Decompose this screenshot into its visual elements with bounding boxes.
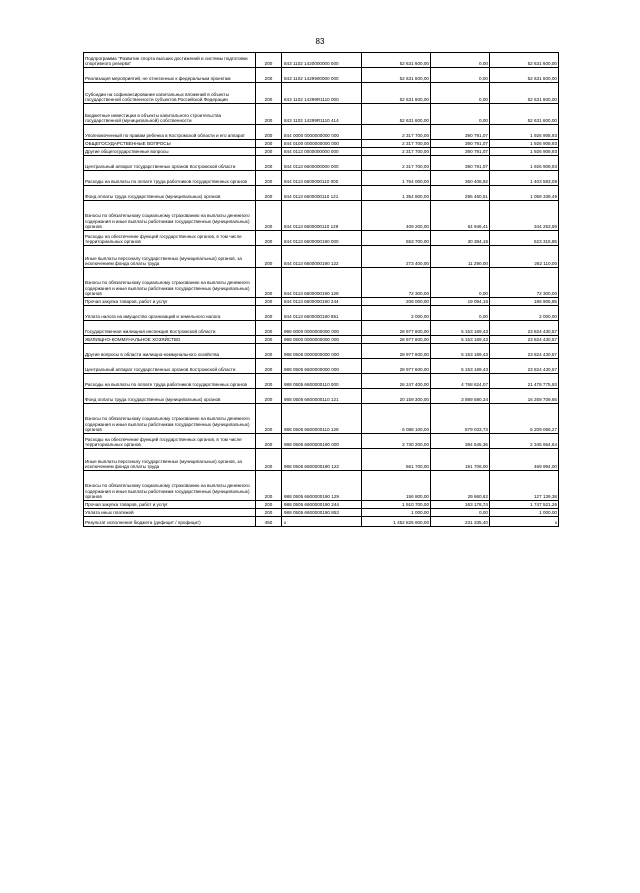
line-code-cell: 200	[256, 140, 282, 148]
line-code-cell: 200	[256, 246, 282, 268]
approved-amount-cell: 1 354 800,00	[362, 186, 431, 201]
table-row	[84, 171, 559, 186]
unexecuted-amount-cell: 52 631 600,00	[490, 104, 559, 125]
expense-name-cell: Взносы по обязательному социальному страхованию на выплаты денежного содержания и иные выплаты работникам государственных (муниципальных) органов	[84, 201, 256, 231]
unexecuted-amount-cell: 21 478 775,93	[490, 374, 559, 389]
expense-name-cell: Расходы на обеспечение функций государственных органов, в том числе территориальных органов	[84, 434, 256, 449]
unexecuted-amount-cell: 16 269 709,66	[490, 389, 559, 404]
expense-name-cell: Другие общегосударственные вопросы	[84, 148, 256, 156]
table-row	[84, 449, 559, 471]
table-row	[84, 389, 559, 404]
approved-amount-cell: 52 631 600,00	[362, 104, 431, 125]
line-code-cell: 200	[256, 268, 282, 298]
unexecuted-amount-cell: x	[490, 517, 559, 527]
budget-table-body	[84, 53, 559, 527]
executed-amount-cell: 384 545,36	[431, 434, 490, 449]
classification-code-cell: 844 0113 6600000190 129	[282, 268, 362, 298]
approved-amount-cell: 2 730 200,00	[362, 434, 431, 449]
executed-amount-cell: 191 706,00	[431, 449, 490, 471]
table-row	[84, 298, 559, 306]
unexecuted-amount-cell: 127 139,38	[490, 471, 559, 501]
classification-code-cell: 843 1102 14299R1110 414	[282, 104, 362, 125]
table-row	[84, 104, 559, 125]
expense-name-cell: Расходы на обеспечение функций государственных органов, в том числе территориальных органов	[84, 231, 256, 246]
executed-amount-cell: 30 384,15	[431, 231, 490, 246]
unexecuted-amount-cell: 1 747 521,26	[490, 501, 559, 509]
approved-amount-cell: 2 000,00	[362, 306, 431, 321]
approved-amount-cell: 553 700,00	[362, 231, 431, 246]
approved-amount-cell: 409 200,00	[362, 201, 431, 231]
unexecuted-amount-cell: 1 926 908,93	[490, 125, 559, 140]
line-code-cell: 200	[256, 298, 282, 306]
executed-amount-cell: 879 033,73	[431, 404, 490, 434]
unexecuted-amount-cell: 1 926 908,93	[490, 140, 559, 148]
classification-code-cell: 844 0113 6600000110 129	[282, 201, 362, 231]
executed-amount-cell: 5 153 169,43	[431, 321, 490, 336]
line-code-cell: 200	[256, 125, 282, 140]
executed-amount-cell: 0,00	[431, 509, 490, 517]
classification-code-cell: 988 0505 6600000190 853	[282, 509, 362, 517]
table-row	[84, 471, 559, 501]
classification-code-cell: 988 0505 6600000190 000	[282, 434, 362, 449]
line-code-cell: 200	[256, 321, 282, 336]
approved-amount-cell: 52 631 600,00	[362, 83, 431, 104]
expense-name-cell: ЖИЛИЩНО-КОММУНАЛЬНОЕ ХОЗЯЙСТВО	[84, 336, 256, 344]
expense-name-cell: Расходы на выплаты по оплате труда работников государственных органов	[84, 374, 256, 389]
expense-name-cell: Взносы по обязательному социальному страхованию на выплаты денежного содержания и иные выплаты работникам государственных (муниципальных) органов	[84, 268, 256, 298]
expense-name-cell: Субсидии на софинансирование капитальных вложений в объекты государственной собственности субъектов Российской Федерации	[84, 83, 256, 104]
executed-amount-cell: 0,00	[431, 68, 490, 83]
approved-amount-cell: 2 317 700,00	[362, 140, 431, 148]
expense-name-cell: Прочая закупка товаров, работ и услуг	[84, 501, 256, 509]
table-row	[84, 509, 559, 517]
budget-execution-table	[83, 52, 559, 527]
expense-name-cell: Уплата иных платежей	[84, 509, 256, 517]
page-number: 83	[315, 37, 325, 46]
classification-code-cell: 988 0505 6600000110 000	[282, 374, 362, 389]
line-code-cell: 200	[256, 201, 282, 231]
table-row	[84, 517, 559, 527]
executed-amount-cell: 0,00	[431, 306, 490, 321]
executed-amount-cell: 0,00	[431, 53, 490, 68]
expense-name-cell: Взносы по обязательному социальному страхованию на выплаты денежного содержания и иные выплаты работникам государственных (муниципальных) органов	[84, 471, 256, 501]
approved-amount-cell: 6 088 100,00	[362, 404, 431, 434]
classification-code-cell: 843 1102 14299R1110 000	[282, 83, 362, 104]
executed-amount-cell: 3 889 590,34	[431, 389, 490, 404]
table-row	[84, 201, 559, 231]
executed-amount-cell: 11 290,00	[431, 246, 490, 268]
expense-name-cell: ОБЩЕГОСУДАРСТВЕННЫЕ ВОПРОСЫ	[84, 140, 256, 148]
table-row	[84, 125, 559, 140]
approved-amount-cell: 2 317 700,00	[362, 125, 431, 140]
unexecuted-amount-cell: 2 345 654,64	[490, 434, 559, 449]
executed-amount-cell: 5 153 169,43	[431, 344, 490, 359]
executed-amount-cell: 19 094,15	[431, 298, 490, 306]
approved-amount-cell: 28 977 600,00	[362, 321, 431, 336]
expense-name-cell: Иные выплаты персоналу государственных (муниципальных) органов, за исключением фонда оплаты труда	[84, 246, 256, 268]
unexecuted-amount-cell: 23 824 430,57	[490, 344, 559, 359]
unexecuted-amount-cell: 23 824 430,57	[490, 336, 559, 344]
expense-name-cell: Реализация мероприятий, не отнесенных к федеральным проектам	[84, 68, 256, 83]
classification-code-cell: 988 0505 6600000110 129	[282, 404, 362, 434]
executed-amount-cell: 231 335,40	[431, 517, 490, 527]
classification-code-cell: 843 1102 1420000000 000	[282, 53, 362, 68]
approved-amount-cell: 2 317 700,00	[362, 148, 431, 156]
executed-amount-cell: 64 946,41	[431, 201, 490, 231]
unexecuted-amount-cell: 1 403 593,08	[490, 171, 559, 186]
line-code-cell: 200	[256, 104, 282, 125]
executed-amount-cell: 360 406,92	[431, 171, 490, 186]
unexecuted-amount-cell: 1 000,00	[490, 509, 559, 517]
classification-code-cell: 988 0505 6600000110 121	[282, 389, 362, 404]
unexecuted-amount-cell: 344 253,59	[490, 201, 559, 231]
classification-code-cell: 843 1102 1429900000 000	[282, 68, 362, 83]
expense-name-cell: Уполномоченный по правам ребенка в Костромской области и его аппарат	[84, 125, 256, 140]
table-row	[84, 374, 559, 389]
classification-code-cell: 844 0113 6600000190 122	[282, 246, 362, 268]
expense-name-cell: Расходы на выплаты по оплате труда работников государственных органов	[84, 171, 256, 186]
approved-amount-cell: 28 977 600,00	[362, 344, 431, 359]
approved-amount-cell: 52 631 600,00	[362, 68, 431, 83]
unexecuted-amount-cell: 262 110,00	[490, 246, 559, 268]
table-row	[84, 246, 559, 268]
approved-amount-cell: 1 764 000,00	[362, 171, 431, 186]
classification-code-cell: 988 0505 6600000000 000	[282, 359, 362, 374]
line-code-cell: 200	[256, 344, 282, 359]
classification-code-cell: 844 0113 0000000000 000	[282, 148, 362, 156]
executed-amount-cell: 5 153 169,43	[431, 359, 490, 374]
classification-code-cell: 988 0500 0000000000 000	[282, 336, 362, 344]
approved-amount-cell: 206 000,00	[362, 298, 431, 306]
classification-code-cell: 844 0113 6600000110 000	[282, 171, 362, 186]
table-row	[84, 268, 559, 298]
table-row	[84, 344, 559, 359]
approved-amount-cell: 72 300,00	[362, 268, 431, 298]
line-code-cell: 200	[256, 359, 282, 374]
table-row	[84, 83, 559, 104]
classification-code-cell: 988 0505 0000000000 000	[282, 344, 362, 359]
table-row	[84, 306, 559, 321]
classification-code-cell: 988 0505 6600000190 129	[282, 471, 362, 501]
executed-amount-cell: 0,00	[431, 268, 490, 298]
expense-name-cell: Результат исполнения бюджета (дефицит / профицит)	[84, 517, 256, 527]
line-code-cell: 200	[256, 471, 282, 501]
unexecuted-amount-cell: 523 315,85	[490, 231, 559, 246]
line-code-cell: 200	[256, 171, 282, 186]
table-row	[84, 156, 559, 171]
unexecuted-amount-cell: 72 300,00	[490, 268, 559, 298]
table-row	[84, 186, 559, 201]
unexecuted-amount-cell: 1 059 339,49	[490, 186, 559, 201]
table-row	[84, 321, 559, 336]
expense-name-cell: Бюджетные инвестиции в объекты капитального строительства государственной (муниципальной) собственности	[84, 104, 256, 125]
approved-amount-cell: 52 631 600,00	[362, 53, 431, 68]
table-row	[84, 148, 559, 156]
classification-code-cell: 844 0113 6600000190 000	[282, 231, 362, 246]
table-row	[84, 53, 559, 68]
executed-amount-cell: 295 460,51	[431, 186, 490, 201]
line-code-cell: 200	[256, 336, 282, 344]
line-code-cell: 200	[256, 404, 282, 434]
expense-name-cell: Прочая закупка товаров, работ и услуг	[84, 298, 256, 306]
classification-code-cell: 988 0505 6600000190 122	[282, 449, 362, 471]
approved-amount-cell: 26 247 400,00	[362, 374, 431, 389]
approved-amount-cell: 273 400,00	[362, 246, 431, 268]
expense-name-cell: Подпрограмма "Развитие спорта высших достижений и системы подготовки спортивного резерва"	[84, 53, 256, 68]
approved-amount-cell: 20 159 300,00	[362, 389, 431, 404]
line-code-cell: 200	[256, 83, 282, 104]
line-code-cell: 200	[256, 306, 282, 321]
unexecuted-amount-cell: 23 824 430,57	[490, 321, 559, 336]
executed-amount-cell: 4 768 624,07	[431, 374, 490, 389]
table-row	[84, 359, 559, 374]
unexecuted-amount-cell: 52 631 600,00	[490, 53, 559, 68]
classification-code-cell: 844 0113 6600000190 244	[282, 298, 362, 306]
line-code-cell: 450	[256, 517, 282, 527]
table-row	[84, 68, 559, 83]
executed-amount-cell: 390 791,07	[431, 125, 490, 140]
executed-amount-cell: 5 153 169,43	[431, 336, 490, 344]
classification-code-cell: 844 0100 0000000000 000	[282, 140, 362, 148]
table-row	[84, 140, 559, 148]
table-row	[84, 501, 559, 509]
unexecuted-amount-cell: 5 209 066,27	[490, 404, 559, 434]
line-code-cell: 200	[256, 374, 282, 389]
executed-amount-cell: 163 178,74	[431, 501, 490, 509]
unexecuted-amount-cell: 1 926 908,93	[490, 148, 559, 156]
expense-name-cell: Взносы по обязательному социальному страхованию на выплаты денежного содержания и иные выплаты работникам государственных (муниципальных) органов	[84, 404, 256, 434]
executed-amount-cell: 0,00	[431, 104, 490, 125]
table-row	[84, 404, 559, 434]
executed-amount-cell: 390 791,07	[431, 148, 490, 156]
approved-amount-cell: 661 700,00	[362, 449, 431, 471]
classification-code-cell: 988 0505 6600000190 244	[282, 501, 362, 509]
expense-name-cell: Уплата налога на имущество организаций и земельного налога	[84, 306, 256, 321]
approved-amount-cell: 1 000,00	[362, 509, 431, 517]
unexecuted-amount-cell: 52 631 600,00	[490, 68, 559, 83]
approved-amount-cell: 156 800,00	[362, 471, 431, 501]
unexecuted-amount-cell: 1 926 908,93	[490, 156, 559, 171]
line-code-cell: 200	[256, 501, 282, 509]
line-code-cell: 200	[256, 389, 282, 404]
unexecuted-amount-cell: 2 000,00	[490, 306, 559, 321]
approved-amount-cell: 2 317 700,00	[362, 156, 431, 171]
line-code-cell: 200	[256, 231, 282, 246]
line-code-cell: 200	[256, 186, 282, 201]
approved-amount-cell: 28 977 600,00	[362, 336, 431, 344]
executed-amount-cell: 390 791,07	[431, 140, 490, 148]
classification-code-cell: 844 0113 6600000000 000	[282, 156, 362, 171]
expense-name-cell: Государственная жилищная инспекция Костромской области	[84, 321, 256, 336]
table-row	[84, 336, 559, 344]
expense-name-cell: Центральный аппарат государственных органов Костромской области	[84, 156, 256, 171]
expense-name-cell: Фонд оплаты труда государственных (муниципальных) органов	[84, 186, 256, 201]
classification-code-cell: 844 0113 6600000190 851	[282, 306, 362, 321]
expense-name-cell: Фонд оплаты труда государственных (муниципальных) органов	[84, 389, 256, 404]
line-code-cell: 200	[256, 509, 282, 517]
approved-amount-cell: 1 910 700,00	[362, 501, 431, 509]
line-code-cell: 200	[256, 434, 282, 449]
classification-code-cell: x	[282, 517, 362, 527]
expense-name-cell: Иные выплаты персоналу государственных (муниципальных) органов, за исключением фонда оплаты труда	[84, 449, 256, 471]
line-code-cell: 200	[256, 449, 282, 471]
unexecuted-amount-cell: 469 994,00	[490, 449, 559, 471]
unexecuted-amount-cell: 23 824 430,57	[490, 359, 559, 374]
approved-amount-cell: 1 452 825 600,00	[362, 517, 431, 527]
line-code-cell: 200	[256, 156, 282, 171]
table-row	[84, 231, 559, 246]
expense-name-cell: Другие вопросы в области жилищно-коммунального хозяйства	[84, 344, 256, 359]
table-row	[84, 434, 559, 449]
unexecuted-amount-cell: 52 631 600,00	[490, 83, 559, 104]
line-code-cell: 200	[256, 148, 282, 156]
executed-amount-cell: 390 791,07	[431, 156, 490, 171]
unexecuted-amount-cell: 186 905,85	[490, 298, 559, 306]
classification-code-cell: 844 0113 6600000110 121	[282, 186, 362, 201]
line-code-cell: 200	[256, 53, 282, 68]
classification-code-cell: 988 0000 0000000000 000	[282, 321, 362, 336]
classification-code-cell: 844 0000 0000000000 000	[282, 125, 362, 140]
executed-amount-cell: 29 660,62	[431, 471, 490, 501]
executed-amount-cell: 0,00	[431, 83, 490, 104]
expense-name-cell: Центральный аппарат государственных органов Костромской области	[84, 359, 256, 374]
line-code-cell: 200	[256, 68, 282, 83]
approved-amount-cell: 28 977 600,00	[362, 359, 431, 374]
